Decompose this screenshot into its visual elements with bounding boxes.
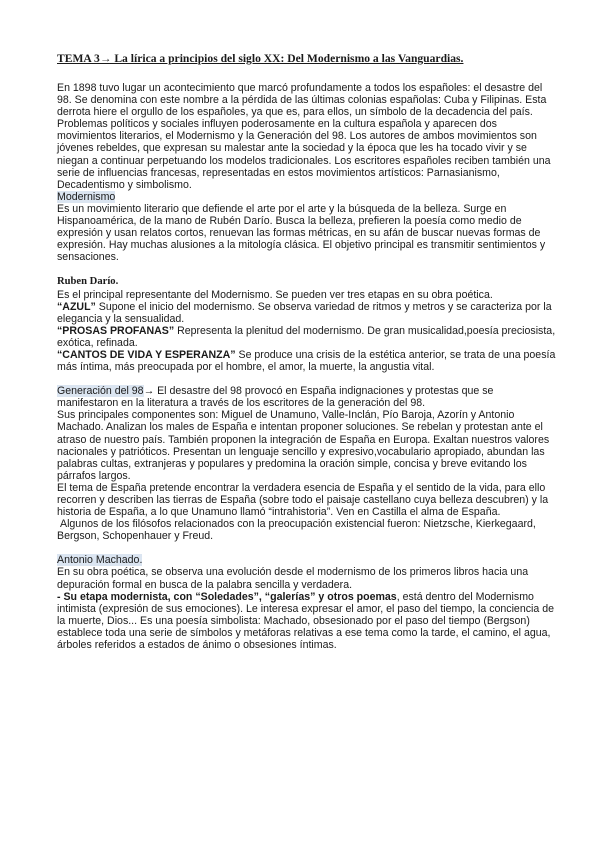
generacion-body-3: El tema de España pretende encontrar la verdadera esencia de España y el sentido de la vida, para ello recorren y describen las tierras de España (sobre todo el paisaje castellano cuya belleza descubren) y la historia de España, a lo que Unamuno llamó “intrahistoria”. Ven en Castilla el alma de España. [57, 481, 549, 519]
machado-etapa-body: , está dentro del Modernismo intimista (expresión de sus emociones). Le interesa expresar el amor, el paso del tiempo, la conciencia de la muerte, Dios... Es una poesía simbolista: Machado, obsesionado por el paso del tiempo (Bergson) establece toda una serie de símbolos y metáforas relativas a ese tema como la tarde, el camino, el agua, árboles referidos a estados de ánimo o obsesiones íntimas. [57, 590, 554, 652]
generacion-body-1: → El desastre del 98 provocó en España indignaciones y protestas que se manifestaron en la literatura a través de los escritores de la generación del 98. [57, 385, 494, 410]
spacer [57, 542, 556, 554]
page-title: TEMA 3→ La lírica a principios del siglo XX: Del Modernismo a las Vanguardias. [57, 52, 464, 65]
work-azul-title: “AZUL” [57, 300, 96, 313]
machado-body-1: En su obra poética, se observa una evolución desde el modernismo de los primeros libros hacia una depuración formal en busca de la palabra sencilla y verdadera. [57, 566, 529, 591]
spacer [57, 373, 556, 385]
machado-etapa-title: - Su etapa modernista, con “Soledades”, “galerías” y otros poemas [57, 590, 397, 603]
machado-section [57, 554, 556, 651]
generacion-section [57, 385, 556, 542]
ruben-body: Es el principal representante del Modernismo. Se pueden ver tres etapas en su obra poética. [57, 288, 493, 301]
modernismo-section [57, 191, 556, 264]
work-cantos-desc: Se produce una crisis de la estética anterior, se trata de una poesía más íntima, más preocupada por el hombre, el amor, la muerte, la angustia vital. [57, 348, 556, 374]
spacer [57, 263, 556, 275]
generacion-body-2: Sus principales componentes son: Miguel de Unamuno, Valle-Inclán, Pío Baroja, Azorín y Antonio Machado. Analizan los males de España e intentan proponer soluciones. Se rebelan y protestan ante el atraso de nuestro país. También proponen la integración de España en Europa. Exaltan nuestros valores nacionales y patrióticos. Presentan un lenguaje sencillo y expresivo,vocabulario apropiado, abundan las palabras cultas, extranjeras y populares y predomina la oración simple, concisa y breve evitando los párrafos largos. [57, 409, 550, 482]
modernismo-body: Es un movimiento literario que defiende el arte por el arte y la búsqueda de la belleza. Surge en Hispanoamérica, de la mano de Rubén Darío. Busca la belleza, prefieren la poesía como medio de expresión y usan relatos cortos, renuevan las formas métricas, en su afán de buscar nuevas formas de expresión. Hay muchas alusiones a la mitología clásica. El objetivo principal es transmitir sentimientos y sensaciones. [57, 202, 546, 264]
intro-paragraph: En 1898 tuvo lugar un acontecimiento que marcó profundamente a todos los españoles: el desastre del 98. Se denomina con este nombre a la pérdida de las últimas colonias españolas: Cuba y Filipinas. Esta derrota hiere el orgullo de los españoles, ya que es, para ellos, un símbolo de la decadencia del país. Problemas políticos y sociales influyen poderosamente en la cultura española y aparecen dos movimientos literarios, el Modernismo y la Generación del 98. Los autores de ambos movimientos son jóvenes rebeldes, que expresan su malestar ante la sociedad y la época que les ha tocado vivir y se niegan a continuar perpetuando los modelos tradicionales. Los escritores españoles reciben también una serie de influencias francesas, representadas en estos movimientos artísticos: Parnasianismo, Decadentismo y simbolismo. [57, 82, 551, 191]
modernismo-heading: Modernismo [57, 190, 116, 203]
generacion-body-4: Algunos de los filósofos relacionados con la preocupación existencial fueron: Nietzsche, Kierkegaard, Bergson, Schopenhauer y Freud. [57, 518, 536, 543]
ruben-heading: Ruben Darío. [57, 276, 119, 288]
work-prosas-desc: Representa la plenitud del modernismo. De gran musicalidad,poesía preciosista, exótica, refinada. [57, 324, 556, 349]
work-azul-desc: Supone el inicio del modernismo. Se observa variedad de ritmos y metros y se caracteriza por la elegancia y la sensualidad. [57, 300, 552, 325]
work-cantos-title: “CANTOS DE VIDA Y ESPERANZA” [57, 348, 236, 361]
work-prosas-title: “PROSAS PROFANAS” [57, 324, 175, 337]
ruben-section [57, 275, 556, 373]
generacion-heading: Generación del 98 [57, 385, 144, 398]
machado-heading: Antonio Machado. [57, 554, 143, 567]
